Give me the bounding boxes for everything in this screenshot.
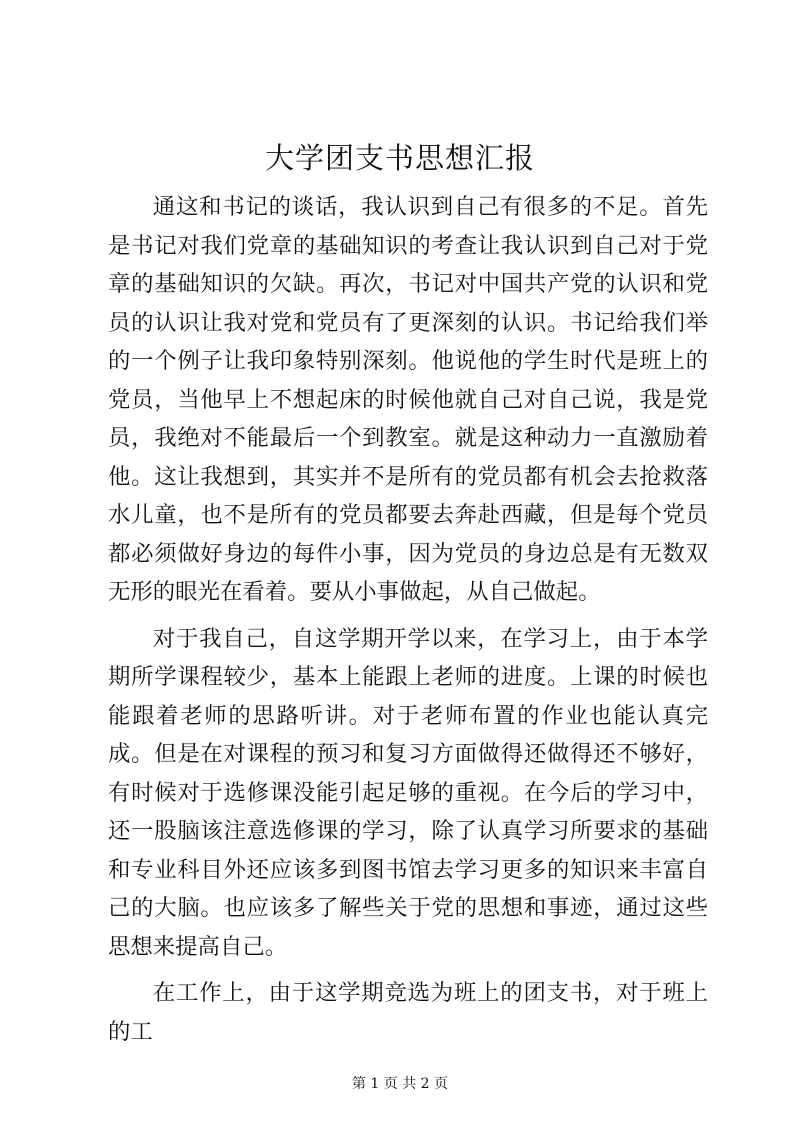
- paragraph-2: 对于我自己，自这学期开学以来，在学习上，由于本学期所学课程较少，基本上能跟上老师的进度。上课的时候也能跟着老师的思路听讲。对于老师布置的作业也能认真完成。但是在对课程的预习和复习方面做得还做得还不够好，有时候对于选修课没能引起足够的重视。在今后的学习中，还一股脑该注意选修课的学习，除了认真学习所要求的基础和专业科目外还应该多到图书馆去学习更多的知识来丰富自己的大脑。也应该多了解些关于党的思想和事迹，通过这些思想来提高自己。: [108, 625, 708, 960]
- document-title: 大学团支书思想汇报: [264, 141, 535, 175]
- paragraph-3: 在工作上，由于这学期竞选为班上的团支书，对于班上的工: [108, 980, 708, 1045]
- paragraph-1: 通这和书记的谈话，我认识到自己有很多的不足。首先是书记对我们党章的基础知识的考查让我认识到自己对于党章的基础知识的欠缺。再次，书记对中国共产党的认识和党员的认识让我对党和党员有了更深刻的认识。书记给我们举的一个例子让我印象特别深刻。他说他的学生时代是班上的党员，当他早上不想起床的时候他就自己对自己说，我是党员，我绝对不能最后一个到教室。就是这种动力一直激励着他。这让我想到，其实并不是所有的党员都有机会去抢救落水儿童，也不是所有的党员都要去奔赴西藏，但是每个党员都必须做好身边的每件小事，因为党员的身边总是有无数双无形的眼光在看着。要从小事做起，从自己做起。: [108, 194, 708, 605]
- page-footer: 第 1 页 共 2 页: [351, 1076, 449, 1092]
- document-body: [108, 188, 708, 1051]
